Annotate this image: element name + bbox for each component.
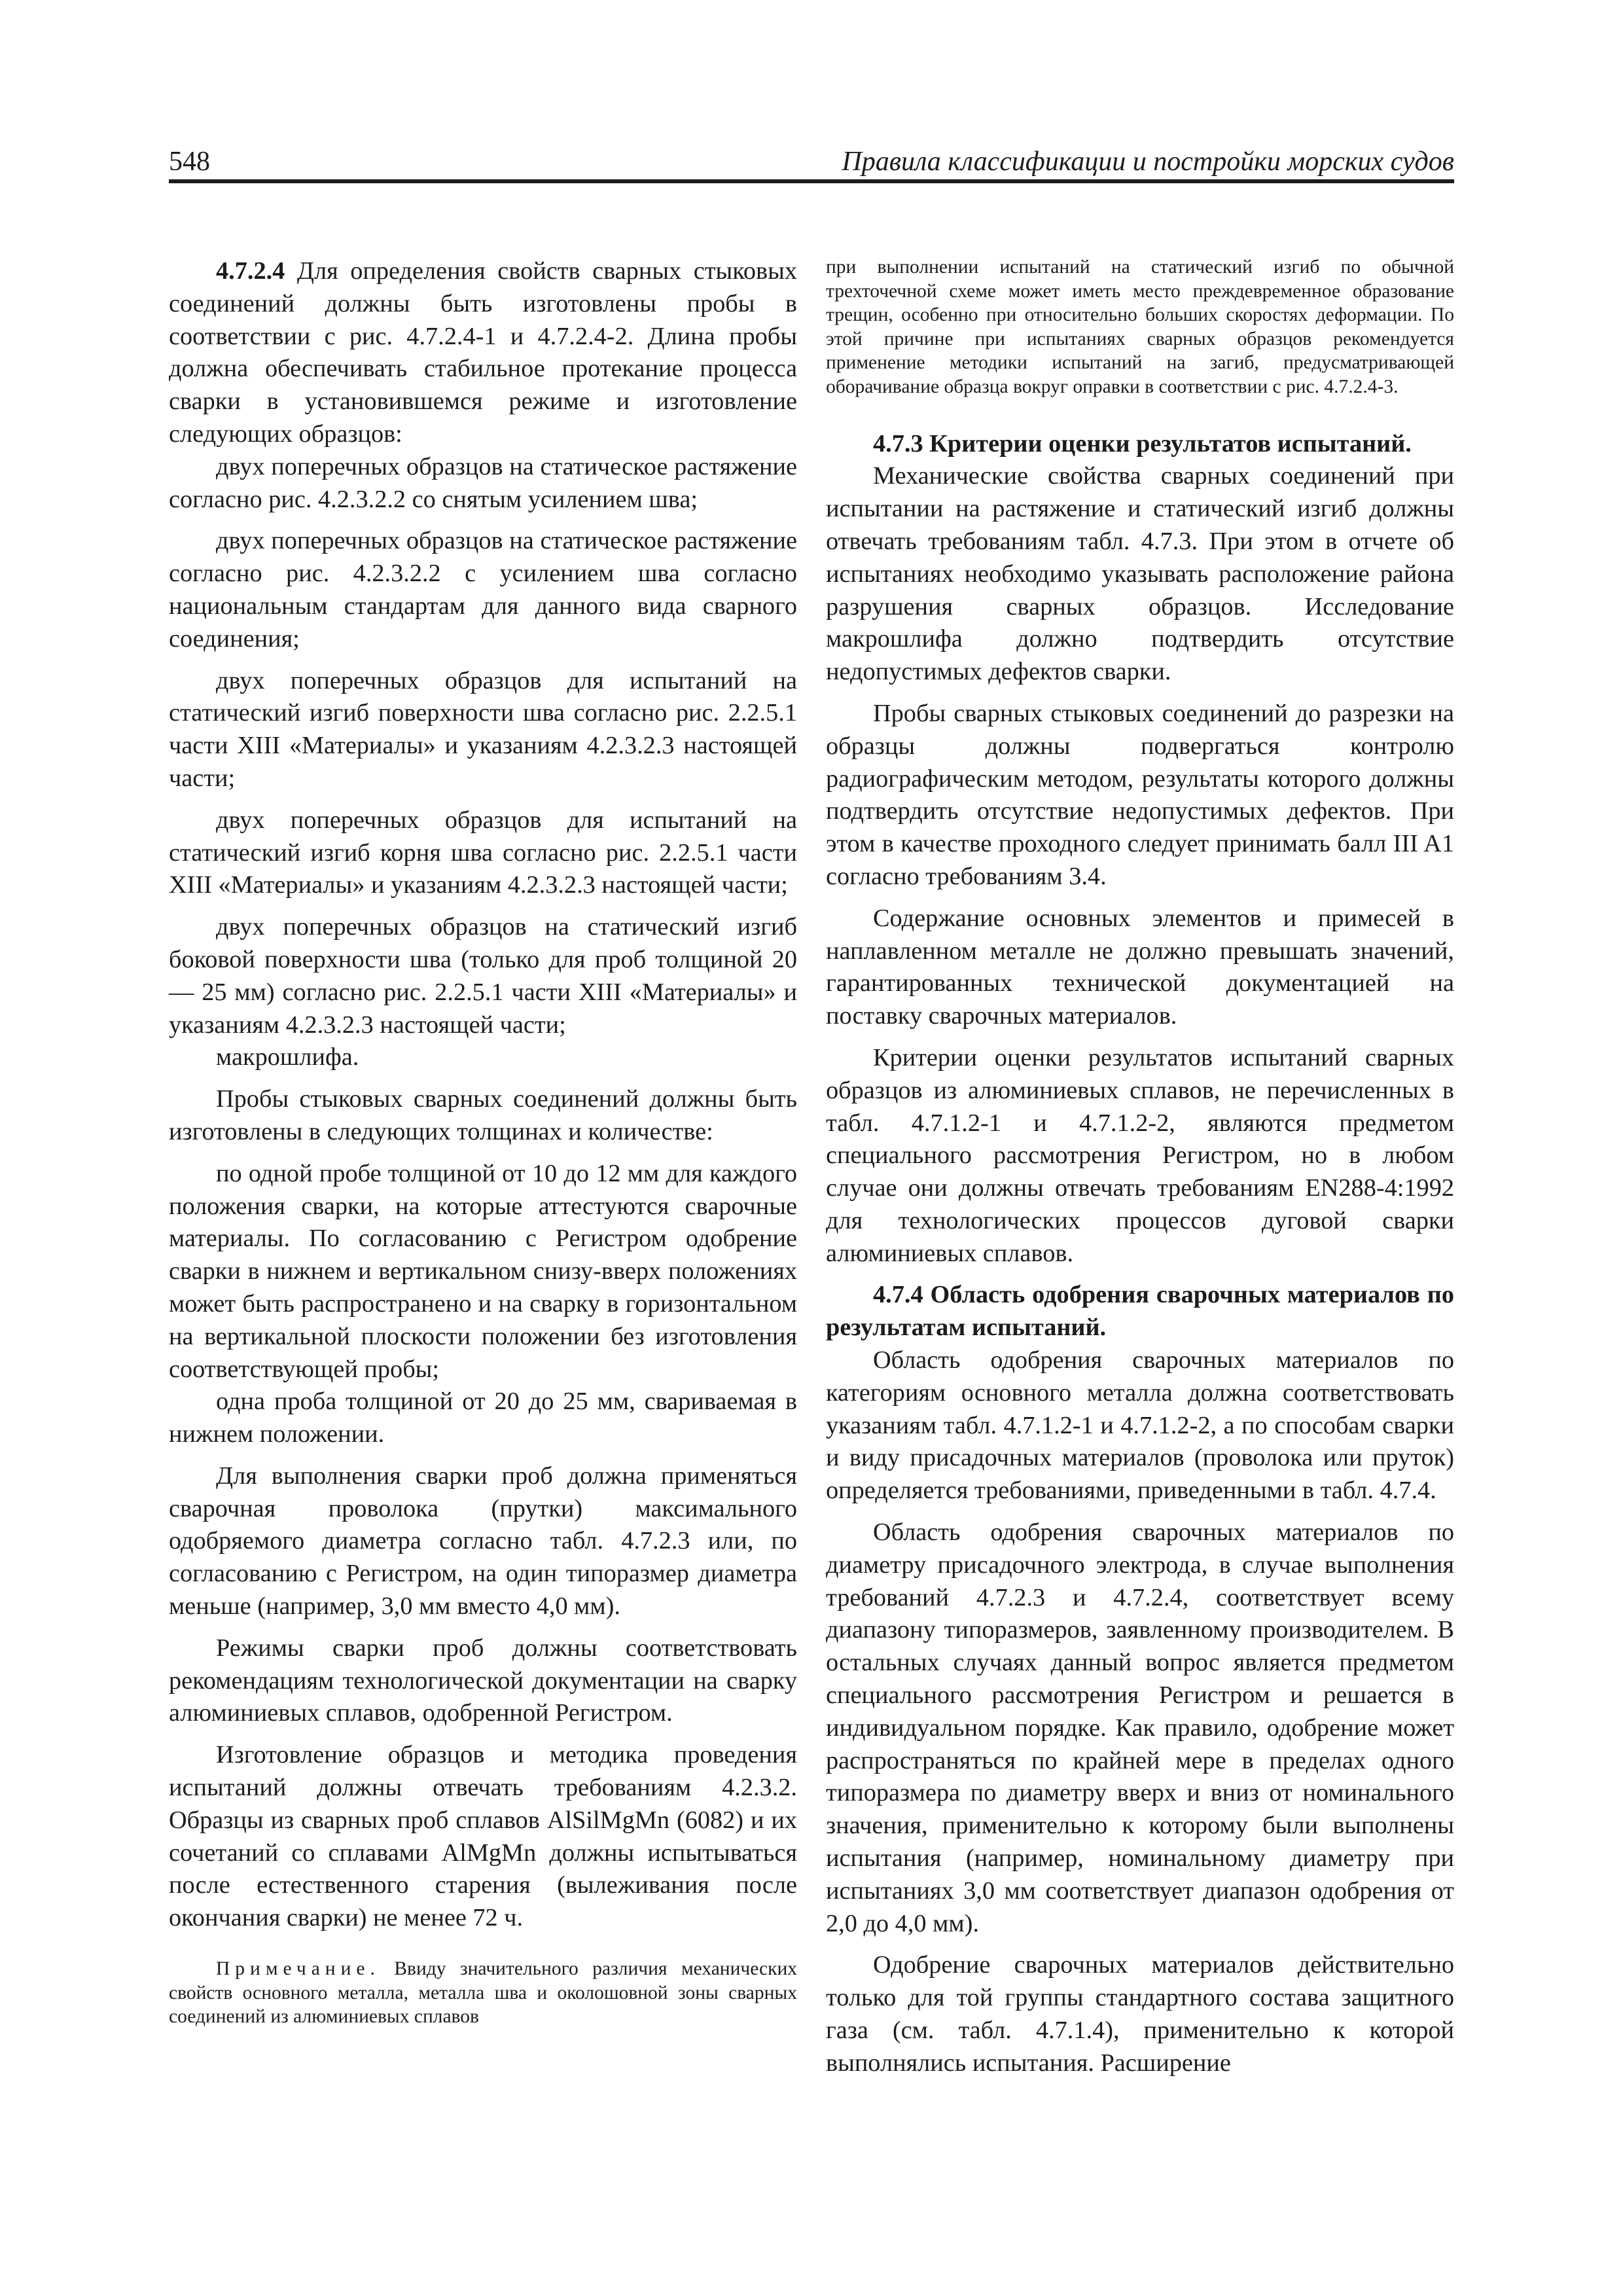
paragraph-radiography: Пробы сварных стыковых соединений до разрезки на образцы должны подвергаться контролю радиографическим методом, результаты которого должны подтвердить отсутствие недопустимых дефектов. При этом в качестве проходного следует принимать балл III A1 согласно требованиям 3.4. (826, 699, 1454, 890)
running-title: Правила классификации и постройки морских судов (842, 147, 1454, 177)
paragraph-wire: Для выполнения сварки проб должна применяться сварочная проволока (прутки) максимального одобряемого диаметра согласно табл. 4.7.2.3 или, по согласованию с Регистром, на один типоразмер диаметра меньше (например, 3,0 мм вместо 4,0 мм). (169, 1462, 797, 1621)
list-item-root-bend: двух поперечных образцов для испытаний на статический изгиб корня шва согласно рис. 2.2.5.1 части XIII «Материалы» и указаниям 4.2.3.2.3 настоящей части; (169, 806, 797, 899)
right-column (826, 255, 1454, 2080)
note-continuation: при выполнении испытаний на статический изгиб по обычной трехточечной схеме может иметь место преждевременное образование трещин, особенно при относительно больших скоростях деформации. По этой причине при испытаниях сварных образцов рекомендуется применение методики испытаний на загиб, предусматривающей оборачивание образца вокруг оправки в соответствии с рис. 4.7.2.4-3. (826, 257, 1454, 397)
list-item-macro: макрошлифа. (216, 1043, 359, 1071)
note (169, 1957, 797, 2029)
list-item-face-bend: двух поперечных образцов для испытаний на статический изгиб поверхности шва согласно рис. 2.2.5.1 части XIII «Материалы» и указаниям 4.2.3.2.3 настоящей части; (169, 666, 797, 792)
paragraph-specimens: Изготовление образцов и методика проведения испытаний должны отвечать требованиям 4.2.3.2. Образцы из сварных проб сплавов AlSilMgMn (6082) и их сочетаний со сплавами AlMgMn должны испытываться после естественного старения (вылеживания после окончания сварки) не менее 72 ч. (169, 1741, 797, 1932)
header-rule (169, 179, 1454, 183)
paragraph-modes: Режимы сварки проб должны соответствовать рекомендациям технологической документации на сварку алюминиевых сплавов, одобренной Регистром. (169, 1634, 797, 1727)
heading-4-7-4: 4.7.4 Область одобрения сварочных материалов по результатам испытаний. (826, 1281, 1454, 1342)
paragraph-approval-gas: Одобрение сварочных материалов действительно только для той группы стандартного состава защитного газа (см. табл. 4.7.1.4), применительно к которой выполнялись испытания. Расширение (826, 1951, 1454, 2077)
page-number: 548 (169, 147, 210, 177)
paragraph-thickness: Пробы стыковых сварных соединений должны быть изготовлены в следующих толщинах и количестве: (169, 1085, 797, 1145)
paragraph-approval-diameter: Область одобрения сварочных материалов по диаметру присадочного электрода, в случае выполнения требований 4.7.2.3 и 4.7.2.4, соответствует всему диапазону типоразмеров, заявленному производителем. В остальных случаях данный вопрос является предметом специального рассмотрения Регистром и решается в индивидуальном порядке. Как правило, одобрение может распространяться по крайней мере в пределах одного типоразмера по диаметру вверх и вниз от номинального значения, применительно к которому были выполнены испытания (например, номинальному диаметру при испытаниях 3,0 мм соответствует диапазон одобрения от 2,0 до 4,0 мм). (826, 1518, 1454, 1937)
paragraph-4-7-2-4 (169, 255, 797, 451)
clause-text: Для определения свойств сварных стыковых соединений должны быть изготовлены пробы в соответствии с рис. 4.7.2.4-1 и 4.7.2.4-2. Длина пробы должна обеспечивать стабильное протекание процесса сварки в установившемся режиме и изготовление следующих образцов: (169, 257, 797, 448)
paragraph-mechanical: Механические свойства сварных соединений при испытании на растяжение и статический изгиб должны отвечать требованиям табл. 4.7.3. При этом в отчете об испытаниях необходимо указывать расположение района разрушения сварных образцов. Исследование макрошлифа должно подтвердить отсутствие недопустимых дефектов сварки. (826, 462, 1454, 686)
clause-number: 4.7.2.4 (216, 257, 285, 285)
paragraph-elements: Содержание основных элементов и примесей в наплавленном металле не должно превышать значений, гарантированных технической документацией на поставку сварочных материалов. (826, 904, 1454, 1030)
heading-4-7-3: 4.7.3 Критерии оценки результатов испытаний. (873, 429, 1412, 457)
paragraph-criteria: Критерии оценки результатов испытаний сварных образцов из алюминиевых сплавов, не перечисленных в табл. 4.7.1.2-1 и 4.7.1.2-2, являются предметом специального рассмотрения Регистром, но в любом случае они должны отвечать требованиям EN288-4:1992 для технологических процессов дуговой сварки алюминиевых сплавов. (826, 1043, 1454, 1267)
list-item-thickness-20-25: одна проба толщиной от 20 до 25 мм, свариваемая в нижнем положении. (169, 1388, 797, 1448)
left-column (169, 255, 797, 2029)
note-label: Примечание. (216, 1958, 380, 1980)
list-item-side-bend: двух поперечных образцов на статический изгиб боковой поверхности шва (только для проб толщиной 20 — 25 мм) согласно рис. 2.2.5.1 части XIII «Материалы» и указаниям 4.2.3.2.3 настоящей части; (169, 913, 797, 1039)
list-item-tensile-reinforced: двух поперечных образцов на статическое растяжение согласно рис. 4.2.3.2.2 с усилением шва согласно национальным стандартам для данного вида сварного соединения; (169, 527, 797, 653)
note-text: Ввиду значительного различия механических свойств основного металла, металла шва и околошовной зоны сварных соединений из алюминиевых сплавов (169, 1958, 797, 2028)
list-item-tensile-removed: двух поперечных образцов на статическое растяжение согласно рис. 4.2.3.2.2 со снятым усилением шва; (169, 452, 797, 513)
list-item-thickness-10-12: по одной пробе толщиной от 10 до 12 мм для каждого положения сварки, на которые аттестуются сварочные материалы. По согласованию с Регистром одобрение сварки в нижнем и вертикальном снизу-вверх положениях может быть распространено и на сварку в горизонтальном на вертикальной плоскости положении без изготовления соответствующей пробы; (169, 1159, 797, 1383)
paragraph-approval-categories: Область одобрения сварочных материалов по категориям основного металла должна соответствовать указаниям табл. 4.7.1.2-1 и 4.7.1.2-2, а по способам сварки и виду присадочных материалов (проволока или пруток) определяется требованиями, приведенными в табл. 4.7.4. (826, 1346, 1454, 1505)
